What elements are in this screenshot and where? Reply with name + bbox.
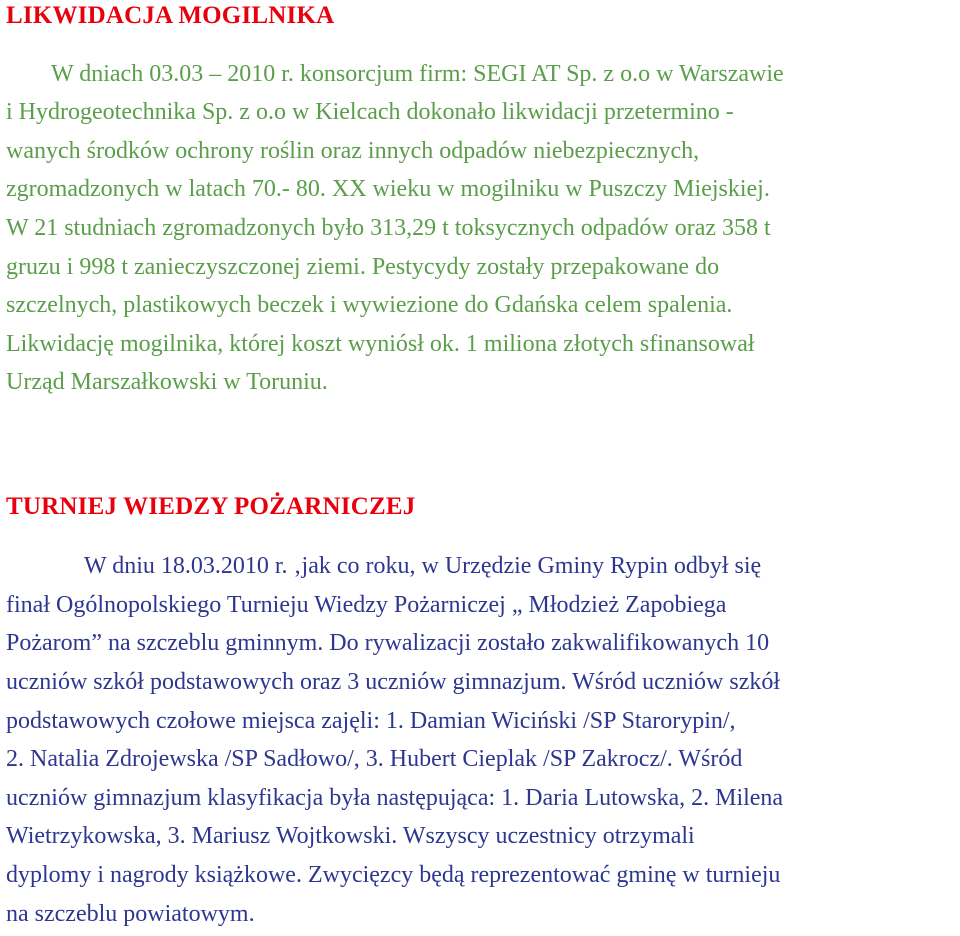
paragraph-line: W dniach 03.03 – 2010 r. konsorcjum firm: SEGI AT Sp. z o.o w Warszawie <box>51 61 784 87</box>
paragraph-line: na szczeblu powiatowym. <box>6 901 255 927</box>
paragraph-line: Urząd Marszałkowski w Toruniu. <box>6 369 328 395</box>
paragraph-line: uczniów gimnazjum klasyfikacja była następująca: 1. Daria Lutowska, 2. Milena <box>6 785 784 811</box>
paragraph-line: Wietrzykowska, 3. Mariusz Wojtkowski. Wszyscy uczestnicy otrzymali <box>6 823 695 849</box>
section-title-likwidacja: LIKWIDACJA MOGILNIKA <box>6 2 335 29</box>
section-title-turniej: TURNIEJ WIEDZY POŻARNICZEJ <box>6 493 416 520</box>
paragraph-line: wanych środków ochrony roślin oraz innych odpadów niebezpiecznych, <box>6 138 700 164</box>
paragraph-line: W 21 studniach zgromadzonych było 313,29 t toksycznych odpadów oraz 358 t <box>6 215 771 241</box>
paragraph-line: i Hydrogeotechnika Sp. z o.o w Kielcach dokonało likwidacji przetermino - <box>6 99 734 125</box>
paragraph-line: gruzu i 998 t zanieczyszczonej ziemi. Pestycydy zostały przepakowane do <box>6 254 720 280</box>
paragraph-line: 2. Natalia Zdrojewska /SP Sadłowo/, 3. Hubert Cieplak /SP Zakrocz/. Wśród <box>6 746 743 772</box>
paragraph-line: Likwidację mogilnika, której koszt wyniósł ok. 1 miliona złotych sfinansował <box>6 331 755 357</box>
paragraph-line: podstawowych czołowe miejsca zajęli: 1. Damian Wiciński /SP Starorypin/, <box>6 708 736 734</box>
paragraph-line: finał Ogólnopolskiego Turnieju Wiedzy Pożarniczej „ Młodzież Zapobiega <box>6 592 727 618</box>
paragraph-line: zgromadzonych w latach 70.- 80. XX wieku w mogilniku w Puszczy Miejskiej. <box>6 176 770 202</box>
paragraph-line: szczelnych, plastikowych beczek i wywiezione do Gdańska celem spalenia. <box>6 292 733 318</box>
paragraph-line: Pożarom” na szczeblu gminnym. Do rywalizacji zostało zakwalifikowanych 10 <box>6 630 770 656</box>
paragraph-line: uczniów szkół podstawowych oraz 3 uczniów gimnazjum. Wśród uczniów szkół <box>6 669 781 695</box>
paragraph-line: W dniu 18.03.2010 r. ‚jak co roku, w Urzędzie Gminy Rypin odbył się <box>84 553 762 579</box>
paragraph-line: dyplomy i nagrody książkowe. Zwycięzcy będą reprezentować gminę w turnieju <box>6 862 781 888</box>
